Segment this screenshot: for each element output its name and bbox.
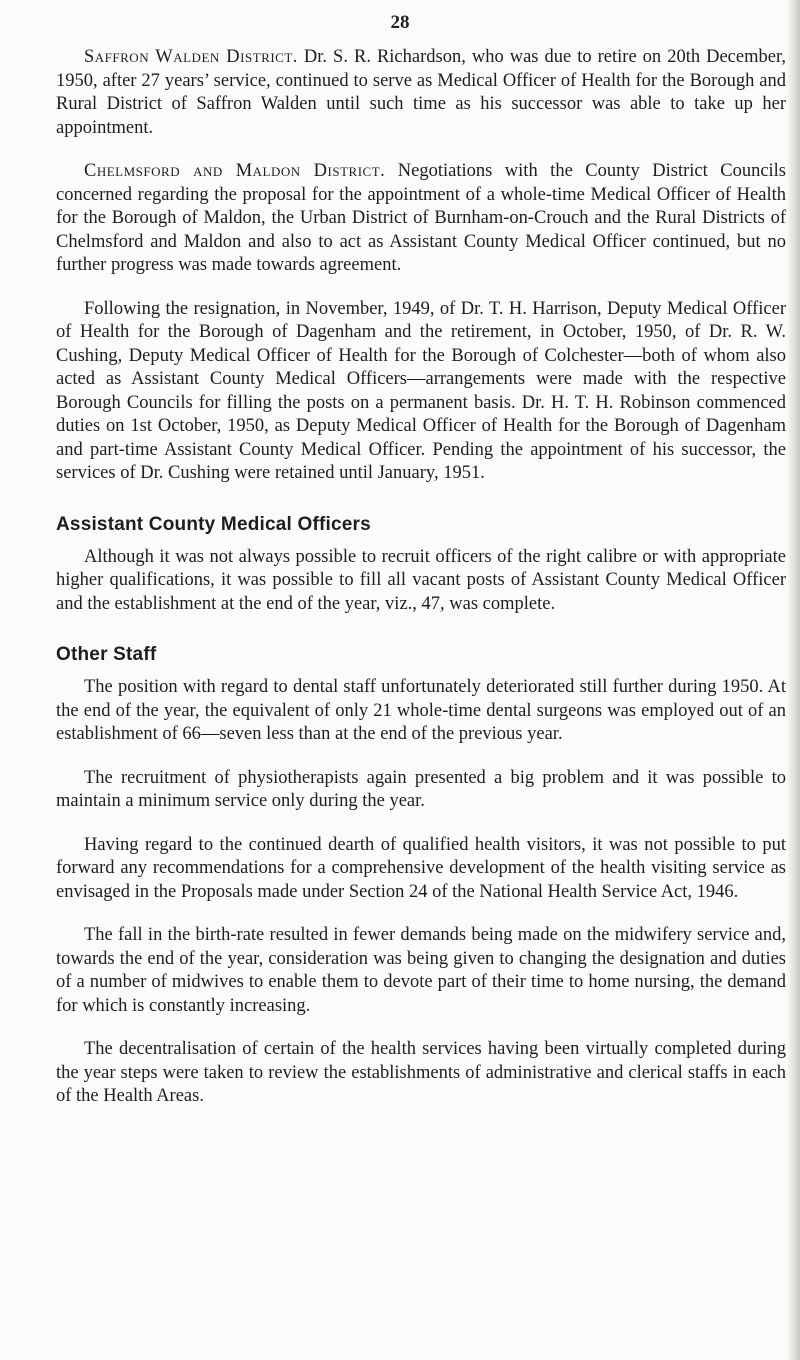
paragraph-midwifery: The fall in the birth-rate resulted in fewer demands being made on the midwifery service and, towards the end of the year, consideration was being given to changing the designation and duties of a number of midwives to enable them to devote part of their time to home nursing, the demand for which is constantly increasing. xyxy=(56,925,786,1016)
district-heading-chelmsford-maldon: Chelmsford and Maldon District. xyxy=(84,161,386,181)
district-heading-saffron-walden: Saffron Walden District. xyxy=(84,47,298,67)
paragraph-health-visitors: Having regard to the continued dearth of qualified health visitors, it was not possible to put forward any recommendations for a comprehensive development of the health visiting service as envisaged in the Proposals made under Section 24 of the National Health Service Act, 1946. xyxy=(56,834,786,902)
page-number: 28 xyxy=(390,12,410,33)
paragraph-text-saffron-walden: Dr. S. R. Richardson, who was due to retire on 20th December, 1950, after 27 years’ service, continued to serve as Medical Officer of Health for the Borough and Rural District of Saffron Walden until such time as his successor was able to take up her appointment. xyxy=(56,47,786,138)
paragraph-assistant-officers: Although it was not always possible to recruit officers of the right calibre or with appropriate higher qualifications, it was possible to fill all vacant posts of Assistant County Medical Officer and the establishment at the end of the year, viz., 47, was complete. xyxy=(56,546,786,614)
paragraph-saffron-walden xyxy=(56,46,786,140)
page-binding-edge xyxy=(788,0,800,1360)
paragraph-deputy-appointments: Following the resignation, in November, 1949, of Dr. T. H. Harrison, Deputy Medical Officer of Health for the Borough of Dagenham and the retirement, in October, 1950, of Dr. R. W. Cushing, Deputy Medical Officer of Health for the Borough of Colchester—both of whom also acted as Assistant County Medical Officers—arrangements were made with the respective Borough Councils for filling the posts on a permanent basis. Dr. H. T. H. Robinson commenced duties on 1st October, 1950, as Deputy Medical Officer of Health for the Borough of Dagenham and part-time Assistant County Medical Officer. Pending the appointment of his successor, the services of Dr. Cushing were retained until January, 1951. xyxy=(56,298,786,483)
paragraph-dental-staff: The position with regard to dental staff unfortunately deteriorated still further during 1950. At the end of the year, the equivalent of only 21 whole-time dental surgeons was employed out of an establishment of 66—seven less than at the end of the previous year. xyxy=(56,677,786,744)
paragraph-decentralisation: The decentralisation of certain of the health services having been virtually completed during the year steps were taken to review the establishments of administrative and clerical staffs in each of the Health Areas. xyxy=(56,1039,786,1106)
paragraph-text-chelmsford-maldon: Negotiations with the County District Councils concerned regarding the proposal for the appointment of a whole-time Medical Officer of Health for the Borough of Maldon, the Urban District of Burnham-on-Crouch and the Rural Districts of Chelmsford and Maldon and also to act as Assistant County Medical Officer continued, but no further progress was made towards agreement. xyxy=(56,161,787,275)
paragraph-chelmsford-maldon xyxy=(56,160,786,278)
paragraph-physiotherapists: The recruitment of physiotherapists again presented a big problem and it was possible to maintain a minimum service only during the year. xyxy=(56,767,786,811)
section-heading-other-staff: Other Staff xyxy=(56,644,157,665)
section-heading-assistant-county-medical-officers: Assistant County Medical Officers xyxy=(56,513,371,535)
page-content xyxy=(56,46,786,1129)
